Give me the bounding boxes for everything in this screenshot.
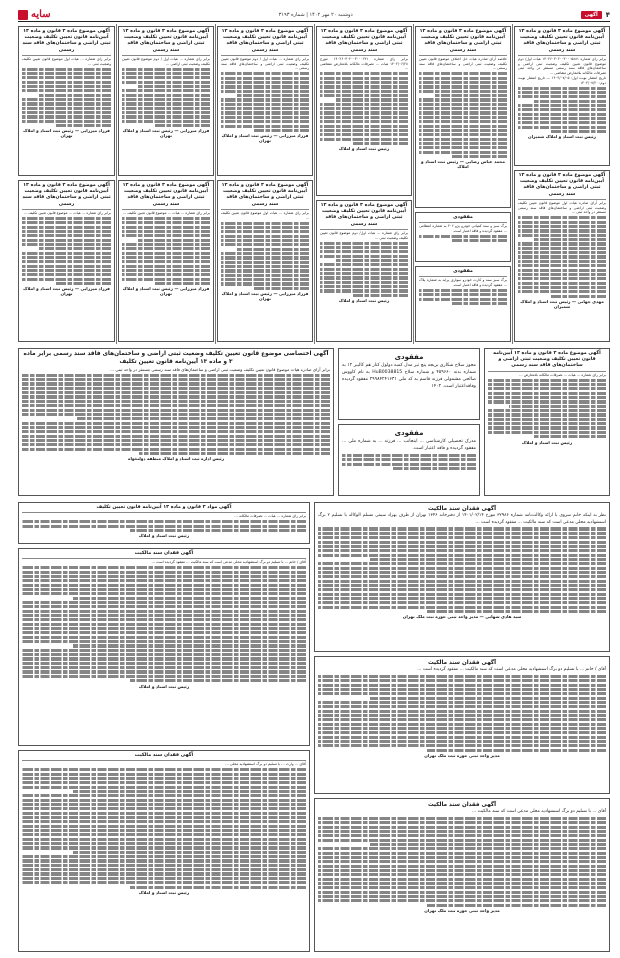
notice-signature: رئیس ثبت اسناد و املاک [138, 533, 190, 539]
page-number: ۴ [605, 10, 610, 19]
notice-body: آقای ... وارث ... با تسلیم دو برگ استشهادیه محلی ... [225, 762, 306, 767]
newspaper-page [18, 8, 610, 952]
notice-title: مفقودی [419, 269, 507, 277]
column-rule [116, 24, 117, 344]
notice-col2-a [415, 26, 511, 208]
notice-signature: رئیس ثبت اسناد و املاک [138, 889, 190, 895]
notice-signature: سید هادی شهابی — مدیر واحد ثبتی حوزه ثبت ملک تهران [402, 614, 522, 620]
newspaper-logo [18, 9, 51, 20]
notice-title: آگهی موضوع ماده ۳ قانون و ماده ۱۳ آیین‌نامه قانون تعیین تکلیف وضعیت ثبتی اراضی و ساختمان‌های فاقد سند رسمی [122, 183, 210, 210]
notice-body: خلاصه آرای صادره هیات حل اختلاف موضوع قانون تعیین تکلیف وضعیت ثبتی اراضی و ساختمان‌های فاقد سند رسمی ... [419, 56, 507, 71]
notice-body: آقای ... با تسلیم دو برگ استشهادیه محلی مدعی است که سند مالکیت ... [472, 809, 606, 814]
notice-mid-left [18, 348, 334, 496]
notice-title: آگهی فقدان سند مالکیت [22, 753, 306, 761]
notice-lost-center-1 [338, 348, 480, 420]
notice-title: آگهی موضوع ماده ۳ قانون و ماده ۱۳ آیین‌نامه قانون تعیین تکلیف وضعیت ثبتی اراضی و ساختمان‌های فاقد سند رسمی [320, 203, 408, 230]
notice-body: برابر رای شماره ... هیات ... موضوع قانون تعیین تکلیف ... [122, 210, 210, 215]
notice-mid-right [484, 348, 610, 496]
notice-body: برگ سبز و سند کمپانی خودرو پژو ۲۰۶ به شماره انتظامی ... مفقود گردیده و فاقد اعتبار است. [419, 224, 507, 233]
issue-date: دوشنبه ۲۰ مهر ۱۴۰۲ | شماره ۳۱۹۳ [278, 11, 353, 18]
notice-signature: رئیس ثبت اسناد و املاک [338, 298, 390, 304]
notice-title: آگهی موضوع ماده ۳ قانون و ماده ۱۳ آیین‌نامه قانون تعیین تکلیف وضعیت ثبتی اراضی و ساختمان‌های فاقد سند رسمی [22, 29, 111, 56]
notice-body: نظر به اینکه خانم سروی با ارائه وکالت‌نامه شماره ۳۲۹۸۶ مورخ ۱۴۰۱/۰۲/۱۴ از دفترخانه ۱۳۴۶ تهران از طرف بهزاد سیفی مسلم الوکاله با تسلیم ۲ برگ استشهادیه محلی مدعی است که سند مالکیت ... مفقود گردیده است ... [318, 513, 606, 525]
notice-title: مفقودی [394, 353, 424, 361]
notice-title: آگهی فقدان سند مالکیت [427, 506, 497, 512]
notice-title: مفقودی [394, 429, 424, 437]
notice-col5-a [118, 26, 214, 176]
notice-body: برابر رای شماره ... هیات اول موضوع قانون تعیین تکلیف وضعیت ثبتی ... [22, 56, 111, 66]
notice-signature: فرزاد میرزایی — رئیس ثبت اسناد و املاک تهران [221, 133, 309, 144]
logo-text: سایه [31, 9, 51, 20]
notice-body: برابر رای شماره ۱۴۰۲۶۰۳۰۲۰۰۳۰۰۰۶۳۱ مورخ ۱۴۰۲/۰۶/۲۸ هیات ... تصرفات مالکانه بلامعارض متقاضی ... [320, 56, 408, 71]
notice-title: مفقودی [419, 215, 507, 223]
notice-signature: فرزاد میرزایی — رئیس ثبت اسناد و املاک تهران [122, 128, 210, 139]
notice-title: آگهی موضوع ماده ۳ قانون و ماده ۱۳ آیین‌نامه قانون تعیین تکلیف وضعیت ثبتی اراضی و ساختمان‌های فاقد سند رسمی [122, 29, 210, 56]
notice-col4-b [217, 180, 313, 342]
notice-body: برابر رای شماره ... هیات اول/ دوم موضوع قانون تعیین تکلیف وضعیت ثبتی ... [320, 230, 408, 240]
notice-col4-a [217, 26, 313, 176]
notice-signature: فرزاد میرزایی — رئیس ثبت اسناد و املاک تهران [23, 128, 110, 139]
notice-body: آقای / خانم ... با تسلیم دو برگ استشهادیه محلی مدعی است که سند مالکیت ... مفقود گردیده است ... [151, 560, 306, 565]
notice-col6-a [18, 26, 115, 176]
notice-title: آگهی فقدان سند مالکیت [427, 660, 497, 666]
notice-title: آگهی موضوع ماده ۳ قانون و ماده ۱۳ آیین‌نامه قانون تعیین تکلیف وضعیت ثبتی اراضی و ساختمان‌های فاقد سند رسمی [518, 29, 606, 56]
notice-bottom-right-1 [314, 502, 610, 652]
notice-body: مدرک تحصیلی کارشناسی ... اینجانب ... فرزند ... به شماره ملی ... مفقود گردیده و فاقد اعتبار است. [342, 439, 476, 451]
notice-signature: رئیس ثبت اسناد و املاک [521, 439, 573, 445]
notice-title: آگهی موضوع ماده ۳ قانون و ماده ۱۳ آیین‌نامه قانون تعیین تکلیف وضعیت ثبتی اراضی و ساختمان‌های فاقد سند رسمی [518, 173, 606, 200]
notice-signature: مدیر واحد ثبتی حوزه ثبت ملک تهران [424, 753, 500, 759]
logo-icon [18, 10, 28, 20]
notice-col1-b [514, 170, 610, 342]
notice-title: آگهی موضوع ماده ۳ قانون و ماده ۱۳ آیین‌نامه قانون تعیین تکلیف وضعیت ثبتی اراضی و ساختمان‌های فاقد سند رسمی [221, 183, 309, 210]
notice-lost-center-2 [338, 424, 480, 496]
column-rule [215, 24, 216, 344]
notice-title: آگهی موضوع ماده ۳ قانون و ماده ۱۳ آیین‌نامه قانون تعیین تکلیف وضعیت ثبتی اراضی و ساختمان‌های فاقد سند رسمی [221, 29, 309, 56]
notice-title: آگهی اختصاصی موضوع قانون تعیین تکلیف وضعیت ثبتی اراضی و ساختمان‌های فاقد سند رسمی برابر ماده ۳ و ماده ۱۳ آیین‌نامه قانون تعیین تکلیف [23, 351, 329, 365]
notice-body: برابر رای شماره ... هیات ... موضوع قانون تعیین تکلیف ... [23, 210, 111, 215]
column-rule [512, 24, 513, 344]
notice-body: برابر رای شماره ... هیات اول / دوم موضوع قانون تعیین تکلیف وضعیت ثبتی اراضی ... [122, 56, 210, 66]
page-number-block [581, 11, 610, 19]
notice-body: برابر رای شماره ... هیات اول موضوع قانون تعیین تکلیف ... [221, 210, 309, 220]
notice-bottom-left-a [18, 502, 310, 544]
notice-col3-a [316, 26, 412, 196]
notice-col3-b [316, 200, 412, 342]
notice-bottom-left-b [18, 548, 310, 746]
notice-col2-lost-b [415, 266, 511, 342]
notice-signature: رئیس ثبت اسناد و املاک شمیران [528, 134, 596, 140]
notice-dates: تاریخ انتشار نوبت اول: ۱۴۰۲/۰۷/۰۵ — تاریخ انتشار نوبت دوم: ۱۴۰۲/۰۷/۲۰ [518, 75, 606, 85]
notice-signature: مهدی جهانی — رئیس ثبت اسناد و املاک شمیران [520, 298, 604, 309]
notice-signature: فرزاد میرزایی — رئیس ثبت اسناد و املاک تهران [122, 286, 210, 297]
notice-body: مجوز سلاح شکاری بریجه پنچ تیر مدل کمبه دولول کنار هم کالیبر ۱۲ به شماره بدنه ۴۵۹۶۶۰ و شماره سلاح HuB0038815 به نام کاووس صالحی مشمولی فرزند قاسم به کد ملی ۲۹۹۸۴۲۴۱۶۳۱ مفقود گردیده وفاقداعتبار است. ۱۴۰۲ [342, 363, 477, 389]
notice-title: آگهی موضوع ماده ۳ قانون و ماده ۱۳ آیین‌نامه قانون تعیین تکلیف وضعیت ثبتی اراضی و ساختمان‌های فاقد سند رسمی [419, 29, 507, 56]
notice-body: برابر رای شماره ... هیات ... تصرفات مالکانه بلامعارض ... [519, 372, 606, 377]
notice-title: آگهی موضوع ماده ۳ قانون و ماده ۱۳ آیین‌نامه قانون تعیین تکلیف وضعیت ثبتی اراضی و ساختمان‌های فاقد سند رسمی [320, 29, 408, 56]
notice-bottom-left-c [18, 750, 310, 952]
notice-title: آگهی مواد ۳ قانون و ماده ۱۳ آیین‌نامه قانون تعیین تکلیف [22, 505, 306, 513]
notice-body: برگ سبز سند و کارت خودرو سواری پراید به شماره پلاک ... مفقود گردیده و فاقد اعتبار است. [419, 278, 507, 287]
notice-signature: فرزاد میرزایی — رئیس ثبت اسناد و املاک تهران [23, 286, 110, 297]
notice-signature: محمد عباس رضایی — رئیس ثبت اسناد و املاک [421, 159, 505, 170]
notice-title: آگهی فقدان سند مالکیت [427, 802, 497, 808]
notice-signature: رئیس ثبت اسناد و املاک [338, 146, 390, 152]
notice-signature: رئیس ثبت اسناد و املاک [138, 683, 190, 689]
notice-signature: فرزاد میرزایی — رئیس ثبت اسناد و املاک تهران [221, 291, 309, 302]
notice-bottom-right-3 [314, 798, 610, 952]
section-badge: آگهی [581, 11, 602, 19]
notice-body: برابر رای شماره ۱۴۰۲۶۰۳۰۲۰۰۳۰۰۰۵۸۸۱ هیات اول/ دوم موضوع قانون تعیین تکلیف وضعیت ثبتی اراضی و ساختمان‌های فاقد سند رسمی مستقر در واحد ثبتی تصرفات مالکانه بلامعارض متقاضی ... [518, 56, 606, 76]
notice-body: برابر رای شماره ... هیات اول / دوم موضوع قانون تعیین تکلیف وضعیت ثبتی اراضی و ساختمان‌های فاقد سند رسمی ... [221, 56, 309, 71]
notice-title: آگهی موضوع ماده ۳ قانون و ماده ۱۳ آیین‌نامه قانون تعیین تکلیف وضعیت ثبتی اراضی و ساختمان‌های فاقد سند رسمی [488, 351, 606, 372]
notice-body: برابر رای شماره ... هیات ... تصرفات مالکانه ... [234, 514, 306, 519]
column-rule [314, 24, 315, 344]
notice-title: آگهی فقدان سند مالکیت [22, 551, 306, 559]
notice-title: آگهی موضوع ماده ۳ قانون و ماده ۱۳ آیین‌نامه قانون تعیین تکلیف وضعیت ثبتی اراضی و ساختمان‌های فاقد سند رسمی [22, 183, 111, 210]
notice-col5-b [118, 180, 214, 342]
notice-bottom-right-2 [314, 656, 610, 794]
page-header [18, 8, 610, 22]
notice-col1-a [514, 26, 610, 166]
notice-signature: مدیر واحد ثبتی حوزه ثبت ملک تهران [424, 908, 500, 914]
notice-body: آقای / خانم ... با تسلیم دو برگ استشهادیه محلی مدعی است که سند مالکیت ... مفقود گردیده است ... [417, 667, 606, 672]
notice-col6-b [18, 180, 115, 342]
notice-body: برابر آرای صادره هیات موضوع قانون تعیین تکلیف وضعیت ثبتی اراضی و ساختمان‌های فاقد سند رسمی مستقر در واحد ثبتی ... [110, 366, 330, 372]
notice-body: برابر آرای صادره هیات اول موضوع قانون تعیین تکلیف وضعیت ثبتی اراضی و ساختمان‌های فاقد سند رسمی مستقر در واحد ثبتی ... [518, 200, 606, 215]
notice-signature: رئیس اداره ثبت اسناد و املاک منطقه دولتخواه [127, 456, 225, 462]
notice-col2-lost-a [415, 212, 511, 262]
column-rule [413, 24, 414, 344]
